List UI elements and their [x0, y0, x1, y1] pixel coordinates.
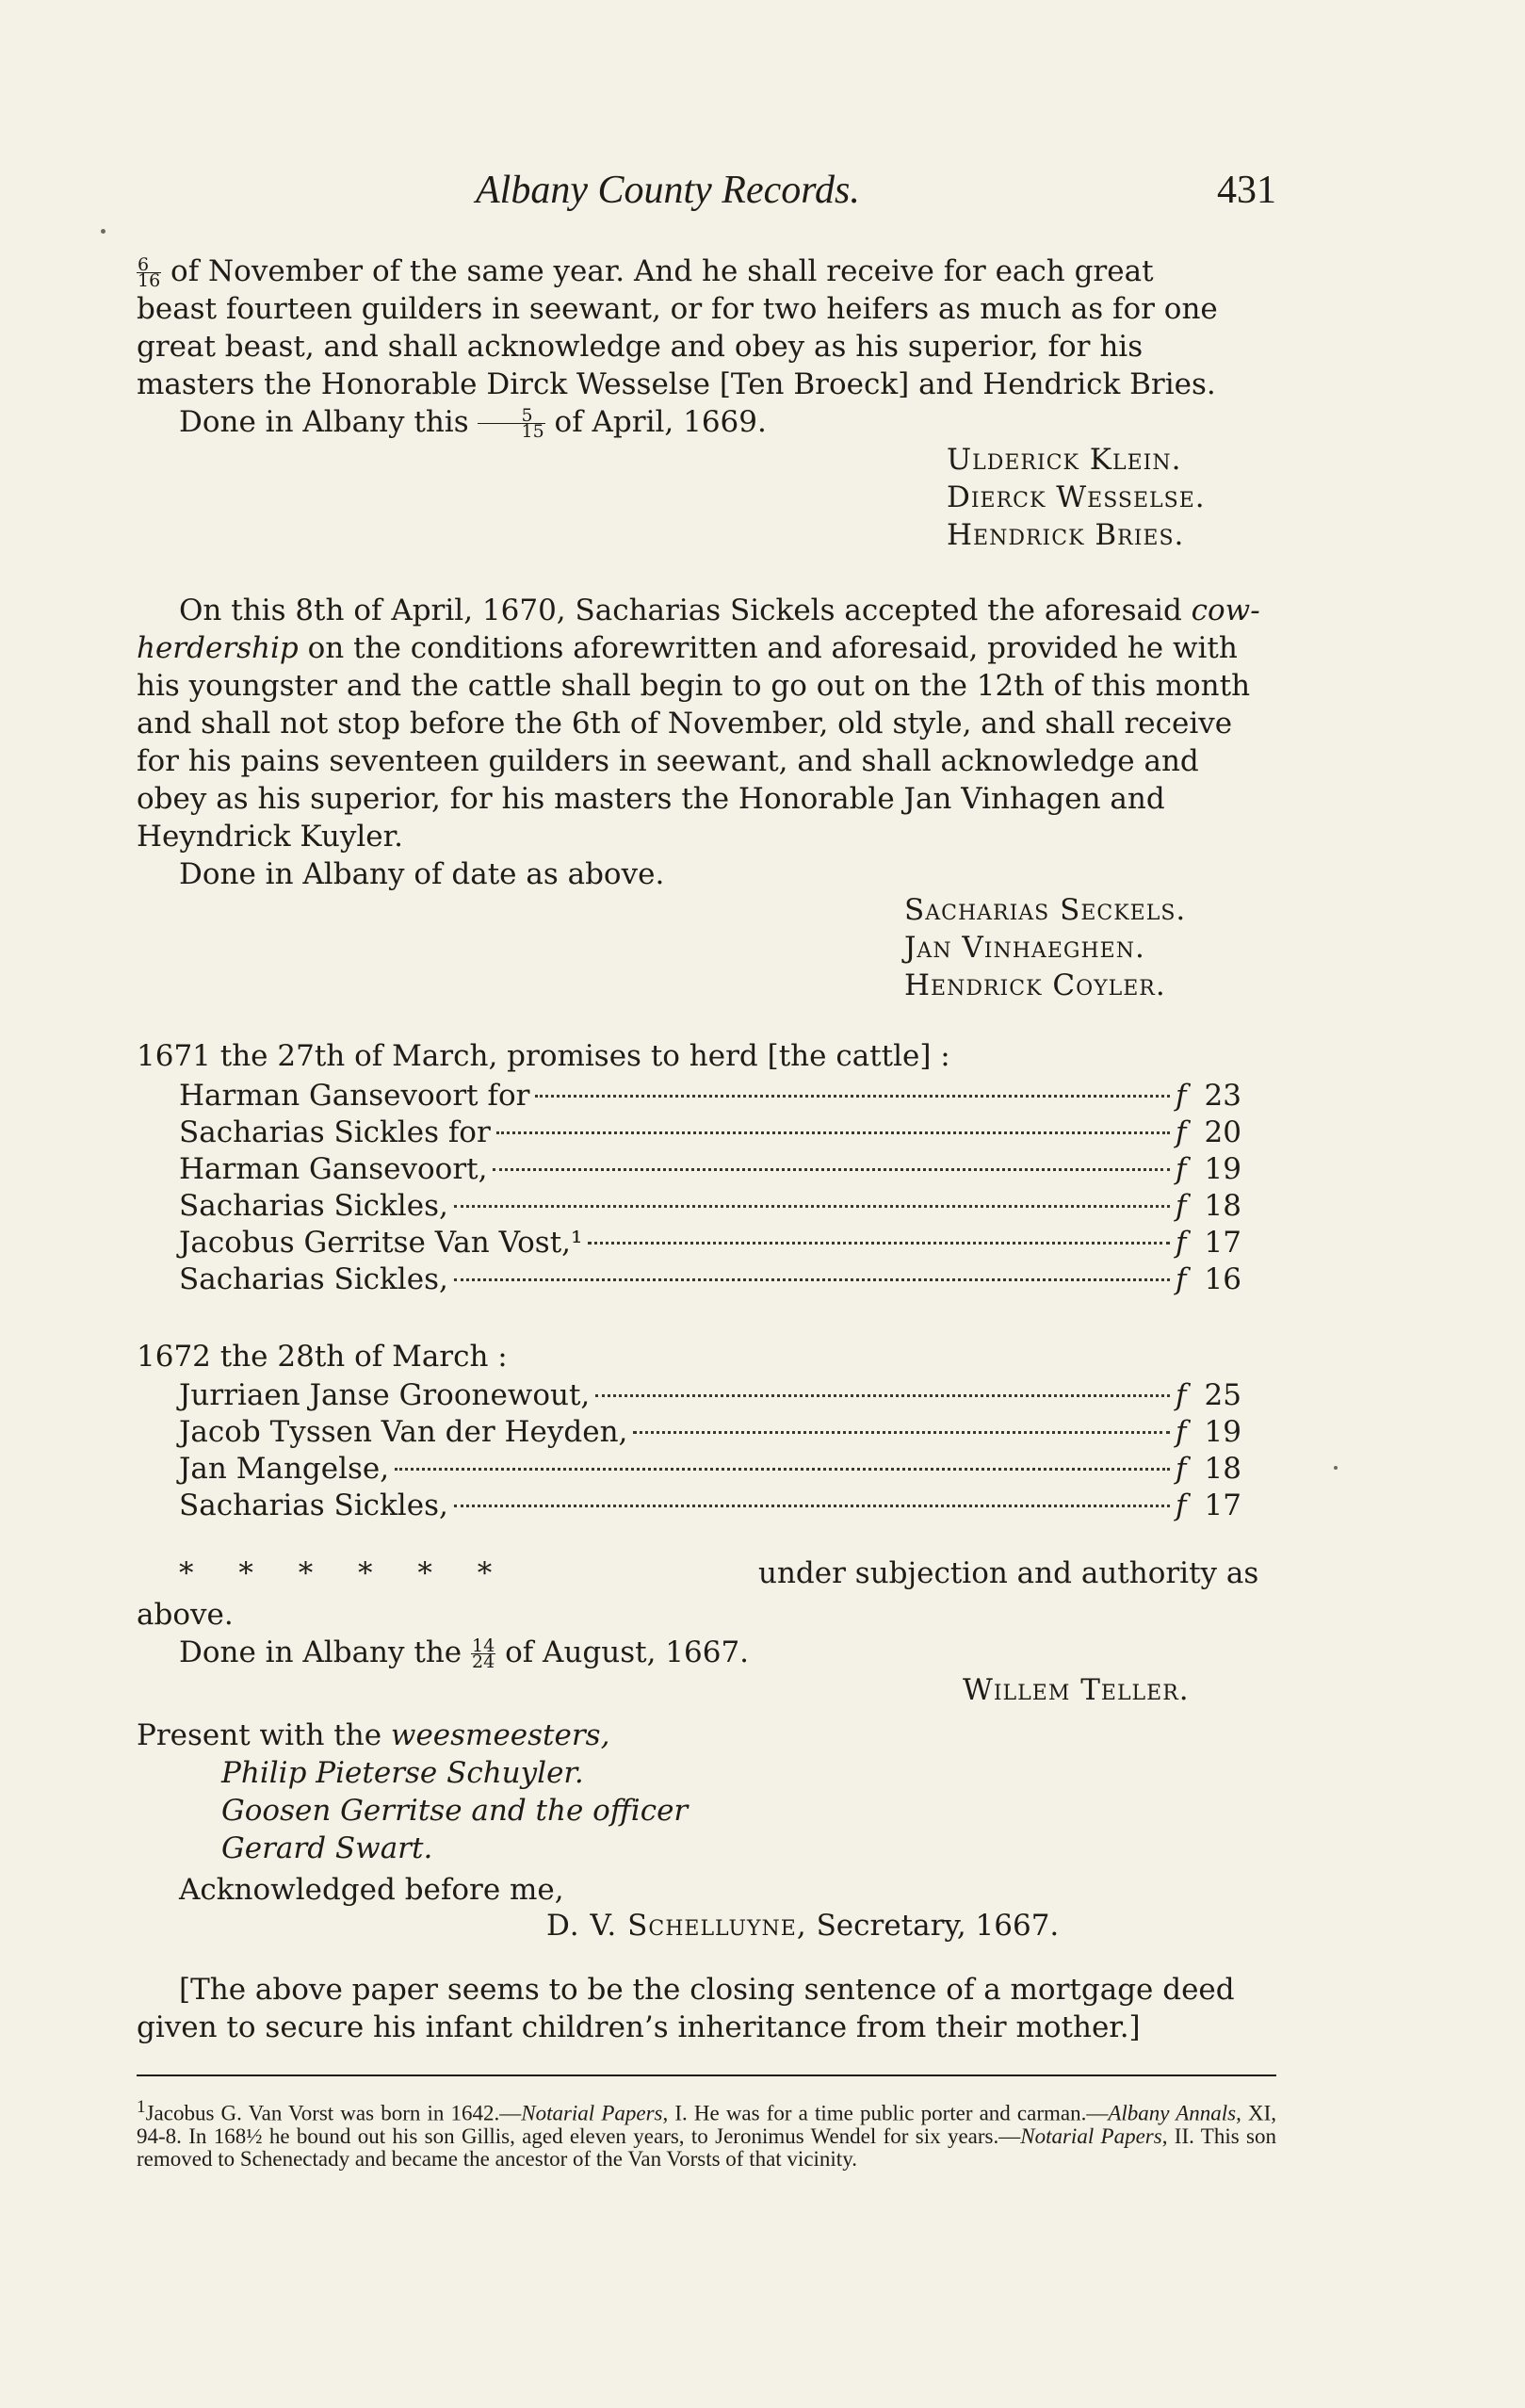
text-line: [The above paper seems to be the closing sentence of a mortgage deed	[179, 1973, 1235, 2007]
ledger-row	[179, 1261, 1241, 1298]
footnote: $^1$Jacobus G. Van Vorst was born in 1642.—Notarial Papers, I. He was for a time public porter and carman.—Albany Annals, XI, 94-8. In 168½ he bound out his son Gillis, aged eleven years, to Jeronimus Wendel for six years.—Notarial Papers, II. This son removed to Schenectady and became the ancestor of the Van Vorsts of that vicinity.	[137, 2097, 1276, 2171]
ledger-name: Sacharias Sickles,	[179, 1489, 448, 1522]
signature-block-1	[947, 441, 1206, 554]
ledger-name: Jacobus Gerritse Van Vost,¹	[179, 1226, 583, 1260]
ledger-row	[179, 1413, 1241, 1451]
person-name: Gerard Swart.	[221, 1831, 433, 1865]
ellipsis-stars: * * * * * *	[179, 1556, 493, 1590]
footnote-marker: 1	[137, 2097, 146, 2117]
currency-symbol: f	[1176, 1152, 1187, 1186]
ledger-amount: 19	[1204, 1152, 1241, 1186]
signature-name: Hendrick Bries.	[947, 518, 1185, 552]
text-line: beast fourteen guilders in seewant, or for two heifers as much as for one	[137, 292, 1218, 326]
scan-speck	[1334, 1466, 1338, 1470]
scan-speck	[101, 229, 105, 234]
currency-symbol: f	[1176, 1415, 1187, 1449]
present-line: Present with the weesmeesters,	[137, 1718, 610, 1752]
text-line: $\frac{6}{16}$ of November of the same year. And he shall receive for each great	[138, 254, 1154, 291]
person-name: Philip Pieterse Schuyler.	[221, 1756, 584, 1790]
acknowledged-line: Acknowledged before me,	[179, 1873, 564, 1907]
ledger-row	[179, 1187, 1241, 1225]
ledger-amount: 23	[1204, 1079, 1241, 1113]
ledger-row	[179, 1114, 1241, 1151]
ledger-row	[179, 1077, 1241, 1115]
done-line: Done in Albany of date as above.	[179, 857, 665, 891]
paragraph-2	[137, 592, 1276, 893]
footnote-rule	[137, 2074, 1276, 2076]
dot-leader	[588, 1242, 1170, 1245]
currency-symbol: f	[1176, 1226, 1187, 1260]
ledger-row	[179, 1224, 1241, 1261]
ledger-name: Sacharias Sickles for	[179, 1115, 491, 1149]
editor-note	[137, 1971, 1276, 2046]
text-line: On this 8th of April, 1670, Sacharias Sickels accepted the aforesaid cow-	[179, 594, 1260, 627]
signature-block-2	[904, 891, 1186, 1004]
signature-name: Dierck Wesselse.	[947, 480, 1206, 514]
text-line: given to secure his infant children’s inheritance from their mother.]	[137, 2010, 1141, 2044]
fraction: $\frac{14}{24}$	[472, 1635, 495, 1672]
dot-leader	[454, 1278, 1170, 1281]
dot-leader	[395, 1468, 1170, 1471]
ledger-amount: 25	[1204, 1378, 1241, 1412]
ledger-1672-heading: 1672 the 28th of March :	[137, 1340, 508, 1374]
paragraph-1	[137, 252, 1276, 441]
currency-symbol: f	[1176, 1262, 1187, 1296]
text-line: herdership on the conditions aforewritten and aforesaid, provided he with	[137, 631, 1238, 665]
dot-leader	[595, 1394, 1170, 1397]
running-title: Albany County Records.	[476, 169, 860, 212]
ledger-amount: 18	[1204, 1452, 1241, 1486]
ledger-row	[179, 1487, 1241, 1524]
ledger-name: Sacharias Sickles,	[179, 1189, 448, 1223]
signature-name: Jan Vinhaeghen.	[904, 931, 1145, 965]
text-line: under subjection and authority as	[758, 1556, 1259, 1590]
person-name: Goosen Gerritse and the officer	[221, 1794, 689, 1828]
ledger-name: Jacob Tyssen Van der Heyden,	[179, 1415, 628, 1449]
page-number: 431	[1217, 169, 1276, 212]
currency-symbol: f	[1176, 1452, 1187, 1486]
ledger-1671-heading: 1671 the 27th of March, promises to herd [the cattle] :	[137, 1039, 950, 1073]
ledger-amount: 20	[1204, 1115, 1241, 1149]
signature-name: Sacharias Seckels.	[904, 893, 1187, 927]
ledger-row	[179, 1150, 1241, 1188]
done-line: Done in Albany this $\frac{5}{15}$ of April, 1669.	[179, 405, 767, 442]
dot-leader	[454, 1505, 1170, 1507]
page-header	[476, 168, 1276, 220]
secretary-line: D. V. Schelluyne, Secretary, 1667.	[546, 1909, 1060, 1943]
ledger-row	[179, 1450, 1241, 1488]
signature-name: Hendrick Coyler.	[904, 968, 1166, 1002]
currency-symbol: f	[1176, 1489, 1187, 1522]
currency-symbol: f	[1176, 1115, 1187, 1149]
ledger-amount: 19	[1204, 1415, 1241, 1449]
text-line: his youngster and the cattle shall begin to go out on the 12th of this month	[137, 669, 1251, 703]
done-line: Done in Albany the $\frac{14}{24}$ of August, 1667.	[179, 1635, 750, 1672]
ledger-name: Jan Mangelse,	[179, 1452, 390, 1486]
text-line: obey as his superior, for his masters the Honorable Jan Vinhagen and	[137, 782, 1165, 816]
text-line: Heyndrick Kuyler.	[137, 820, 403, 854]
currency-symbol: f	[1176, 1378, 1187, 1412]
dot-leader	[496, 1131, 1170, 1134]
currency-symbol: f	[1176, 1079, 1187, 1113]
text-line: masters the Honorable Dirck Wesselse [Ten Broeck] and Hendrick Bries.	[137, 367, 1216, 401]
ledger-amount: 18	[1204, 1189, 1241, 1223]
dot-leader	[454, 1205, 1170, 1208]
signature-name: Ulderick Klein.	[947, 443, 1182, 477]
ledger-name: Harman Gansevoort,	[179, 1152, 488, 1186]
fraction: $\frac{6}{16}$	[138, 254, 161, 291]
present-names	[221, 1754, 688, 1867]
text-line: and shall not stop before the 6th of November, old style, and shall receive	[137, 707, 1233, 740]
currency-symbol: f	[1176, 1189, 1187, 1223]
ledger-amount: 16	[1204, 1262, 1241, 1296]
dot-leader	[633, 1431, 1170, 1434]
ledger-name: Harman Gansevoort for	[179, 1079, 530, 1113]
ledger-amount: 17	[1204, 1489, 1241, 1522]
text-line: great beast, and shall acknowledge and obey as his superior, for his	[137, 330, 1144, 364]
dot-leader	[493, 1168, 1170, 1171]
ledger-row	[179, 1376, 1241, 1414]
ledger-name: Jurriaen Janse Groonewout,	[179, 1378, 591, 1412]
signature-teller: Willem Teller.	[963, 1673, 1190, 1707]
fraction: $\frac{5}{15}$	[478, 408, 544, 439]
text-line: for his pains seventeen guilders in seewant, and shall acknowledge and	[137, 744, 1199, 778]
ledger-name: Sacharias Sickles,	[179, 1262, 448, 1296]
text-line: above.	[137, 1598, 234, 1632]
dot-leader	[535, 1095, 1170, 1098]
ledger-amount: 17	[1204, 1226, 1241, 1260]
